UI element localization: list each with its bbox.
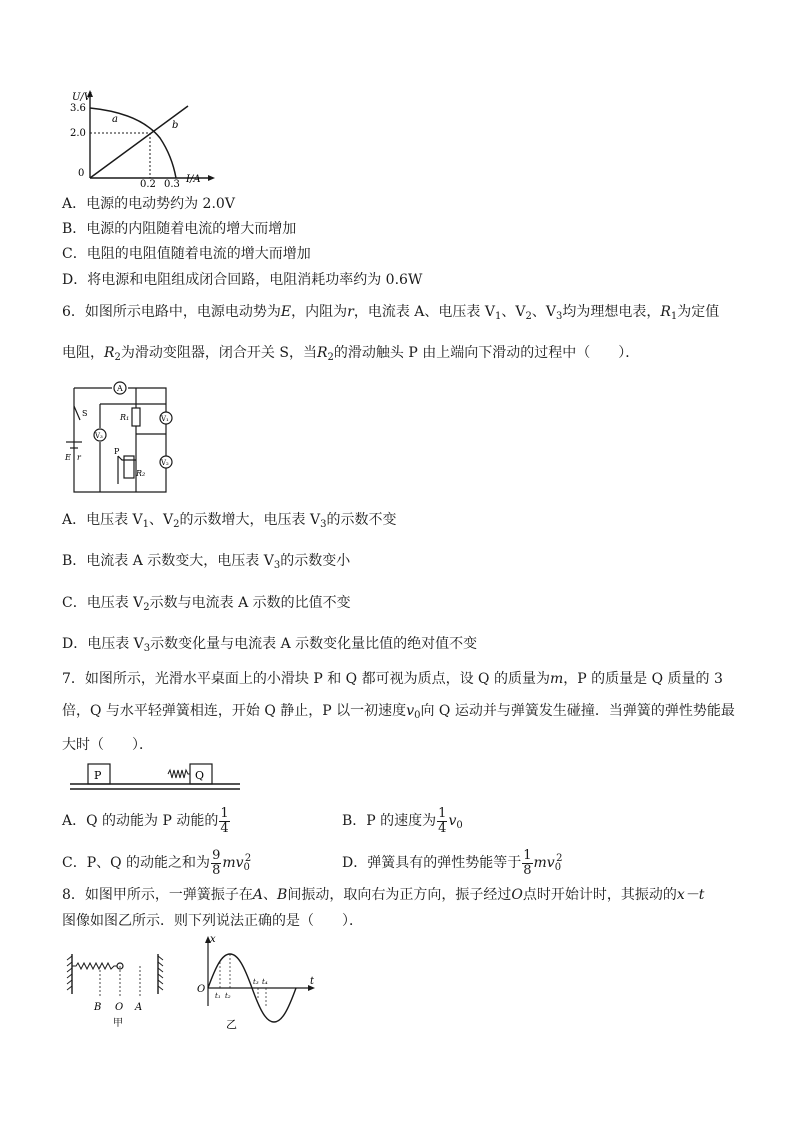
q5-option-a: A．电源的电动势约为 2.0V (62, 196, 235, 212)
q7-stem-line2: 倍，Q 与水平轻弹簧相连，开始 Q 静止，P 以一初速度$v_0$向 Q 运动并与弹簧发生碰撞．当弹簧的弹性势能最 (62, 703, 735, 721)
y-axis-label: U/V (72, 92, 92, 103)
point-a-label: A (135, 1002, 143, 1013)
ui-graph-figure (70, 88, 220, 188)
x-tick-0-3: 0.3 (164, 179, 180, 188)
curve-b-label: b (172, 120, 179, 131)
q6-option-d: D．电压表 $V_3$示数变化量与电流表 A 示数变化量比值的绝对值不变 (62, 636, 478, 654)
x-axis-label: x (210, 934, 216, 945)
q8-stem-line1: 8．如图甲所示，一弹簧振子在A、B间振动，取向右为正方向，振子经过O点时开始计时，其振动的x－t (62, 887, 705, 903)
block-p-label: P (94, 769, 102, 782)
q7-blocks-figure (70, 760, 240, 792)
x-tick-0-2: 0.2 (140, 179, 156, 188)
point-b-label: B (94, 1002, 102, 1013)
q5-option-d: D．将电源和电阻组成闭合回路，电阻消耗功率约为 0.6W (62, 272, 423, 288)
q6-option-a: A．电压表 $V_1$、$V_2$的示数增大，电压表 $V_3$的示数不变 (62, 512, 397, 530)
origin-label: 0 (78, 168, 85, 179)
origin-label: O (197, 984, 206, 995)
emf-label: E (65, 453, 71, 462)
slider-p-label: P (114, 447, 120, 456)
v3-label: V₃ (95, 432, 103, 440)
q7-option-d: D．弹簧具有的弹性势能等于 $\frac{1}{8}$ $mv_0^2$ (342, 847, 563, 878)
q8-stem-line2: 图像如图乙所示．则下列说法正确的是（ ）． (62, 913, 363, 929)
q6-stem-line2: 电阻，$R_2$为滑动变阻器，闭合开关 S，当$R_2$的滑动触头 P 由上端向下滑动的过程中（ ）． (62, 345, 640, 363)
t3-label: t₃ (253, 978, 259, 986)
t2-label: t₂ (225, 992, 231, 1000)
r1-label: R₁ (120, 413, 130, 422)
switch-label: S (82, 409, 88, 418)
r2-label: R₂ (136, 469, 146, 478)
point-o-label: O (115, 1002, 124, 1013)
curve-a-label: a (112, 114, 118, 125)
figure-jia-caption: 甲 (113, 1018, 123, 1029)
q6-circuit-figure (64, 376, 184, 498)
x-axis-label: I/A (186, 174, 201, 185)
y-tick-3-6: 3.6 (70, 103, 86, 114)
q8-spring-oscillator-figure (64, 950, 174, 1030)
q8-xt-graph-figure (194, 932, 324, 1032)
y-tick-2-0: 2.0 (70, 128, 86, 139)
q7-option-b: B．P 的速度为 $\frac{1}{4}$ $v_0$ (342, 805, 463, 836)
t1-label: t₁ (215, 992, 221, 1000)
q6-stem-line1: 6．如图所示电路中，电源电动势为E，内阻为r，电流表 A、电压表 $V_1$、$V_2$、$V_3$均为理想电表，$R_1$为定值 (62, 304, 720, 322)
q6-option-c: C．电压表 $V_2$示数与电流表 A 示数的比值不变 (62, 595, 351, 613)
q7-option-a: A．Q 的动能为 P 动能的 $\frac{1}{4}$ (62, 805, 229, 836)
q5-option-b: B．电源的内阻随着电流的增大而增加 (62, 221, 297, 237)
block-q-label: Q (195, 769, 205, 782)
q5-option-c: C．电阻的电阻值随着电流的增大而增加 (62, 246, 311, 262)
ammeter-label: A (117, 384, 123, 393)
v1-label: V₁ (161, 415, 169, 423)
q7-stem-line1: 7．如图所示，光滑水平桌面上的小滑块 P 和 Q 都可视为质点，设 Q 的质量为m，P 的质量是 Q 质量的 3 (62, 671, 723, 687)
t-axis-label: t (310, 976, 315, 987)
q7-stem-line3: 大时（ ）． (62, 737, 153, 753)
figure-yi-caption: 乙 (226, 1018, 237, 1031)
t4-label: t₄ (262, 978, 268, 986)
v2-label: V₂ (161, 459, 169, 467)
internal-r-label: r (77, 453, 81, 462)
q7-option-c: C．P、Q 的动能之和为 $\frac{9}{8}$ $mv_0^2$ (62, 847, 252, 878)
q6-option-b: B．电流表 A 示数变大，电压表 $V_3$的示数变小 (62, 553, 351, 571)
